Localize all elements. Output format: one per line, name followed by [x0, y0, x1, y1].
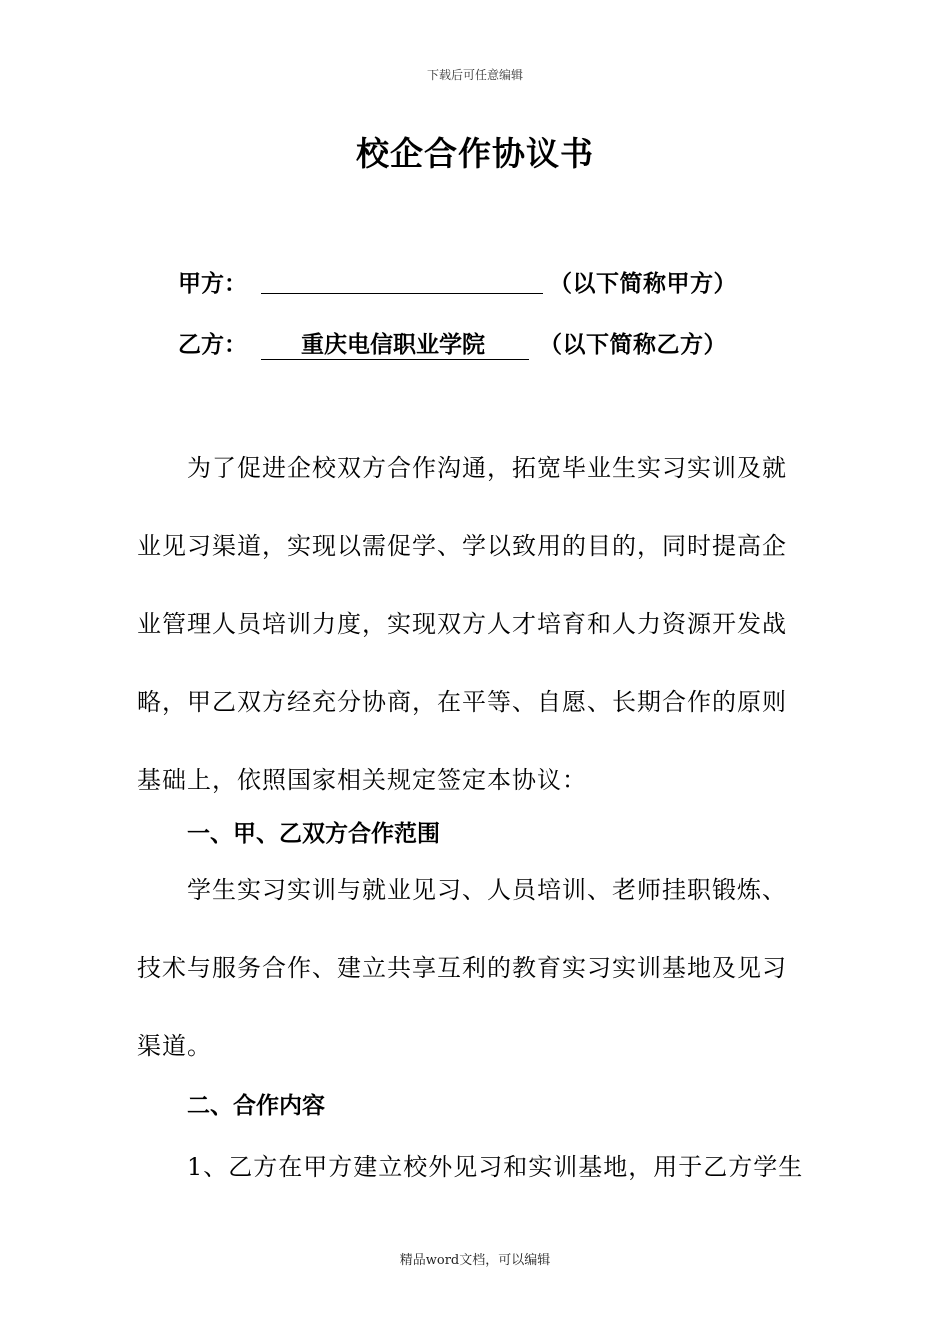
section-1-paragraph [137, 851, 817, 1085]
document-title: 校企合作协议书 [356, 134, 594, 173]
party-b-suffix: （以下简称乙方） [539, 332, 727, 358]
party-b-label: 乙方： [178, 332, 247, 358]
party-a-row [178, 264, 737, 298]
intro-line: 业见习渠道，实现以需促学、学以致用的目的，同时提高企 [137, 532, 787, 560]
section-2-heading: 二、合作内容 [187, 1093, 325, 1119]
section-1-heading: 一、甲、乙双方合作范围 [187, 821, 440, 847]
party-b-name: 重庆电信职业学院 [261, 326, 529, 360]
section-2-item-1: 1、乙方在甲方建立校外见习和实训基地，用于乙方学生 [187, 1153, 804, 1181]
party-a-name-blank [261, 267, 543, 294]
intro-line: 为了促进企校双方合作沟通，拓宽毕业生实习实训及就 [187, 454, 787, 482]
section-2-paragraph [137, 1128, 817, 1206]
section-1-line: 渠道。 [137, 1032, 212, 1060]
intro-line: 基础上，依照国家相关规定签定本协议： [137, 766, 587, 794]
party-a-suffix: （以下简称甲方） [549, 271, 737, 297]
section-1-line: 技术与服务合作、建立共享互利的教育实习实训基地及见习 [137, 954, 787, 982]
party-a-label: 甲方： [178, 271, 247, 297]
page-header-note: 下载后可任意编辑 [426, 68, 523, 82]
intro-line: 业管理人员培训力度，实现双方人才培育和人力资源开发战 [137, 610, 787, 638]
party-b-row [178, 326, 727, 360]
intro-paragraph [137, 429, 817, 819]
section-1-line: 学生实习实训与就业见习、人员培训、老师挂职锻炼、 [187, 876, 787, 904]
page-footer-note: 精品word文档，可以编辑 [399, 1253, 551, 1268]
intro-line: 略，甲乙双方经充分协商，在平等、自愿、长期合作的原则 [137, 688, 787, 716]
